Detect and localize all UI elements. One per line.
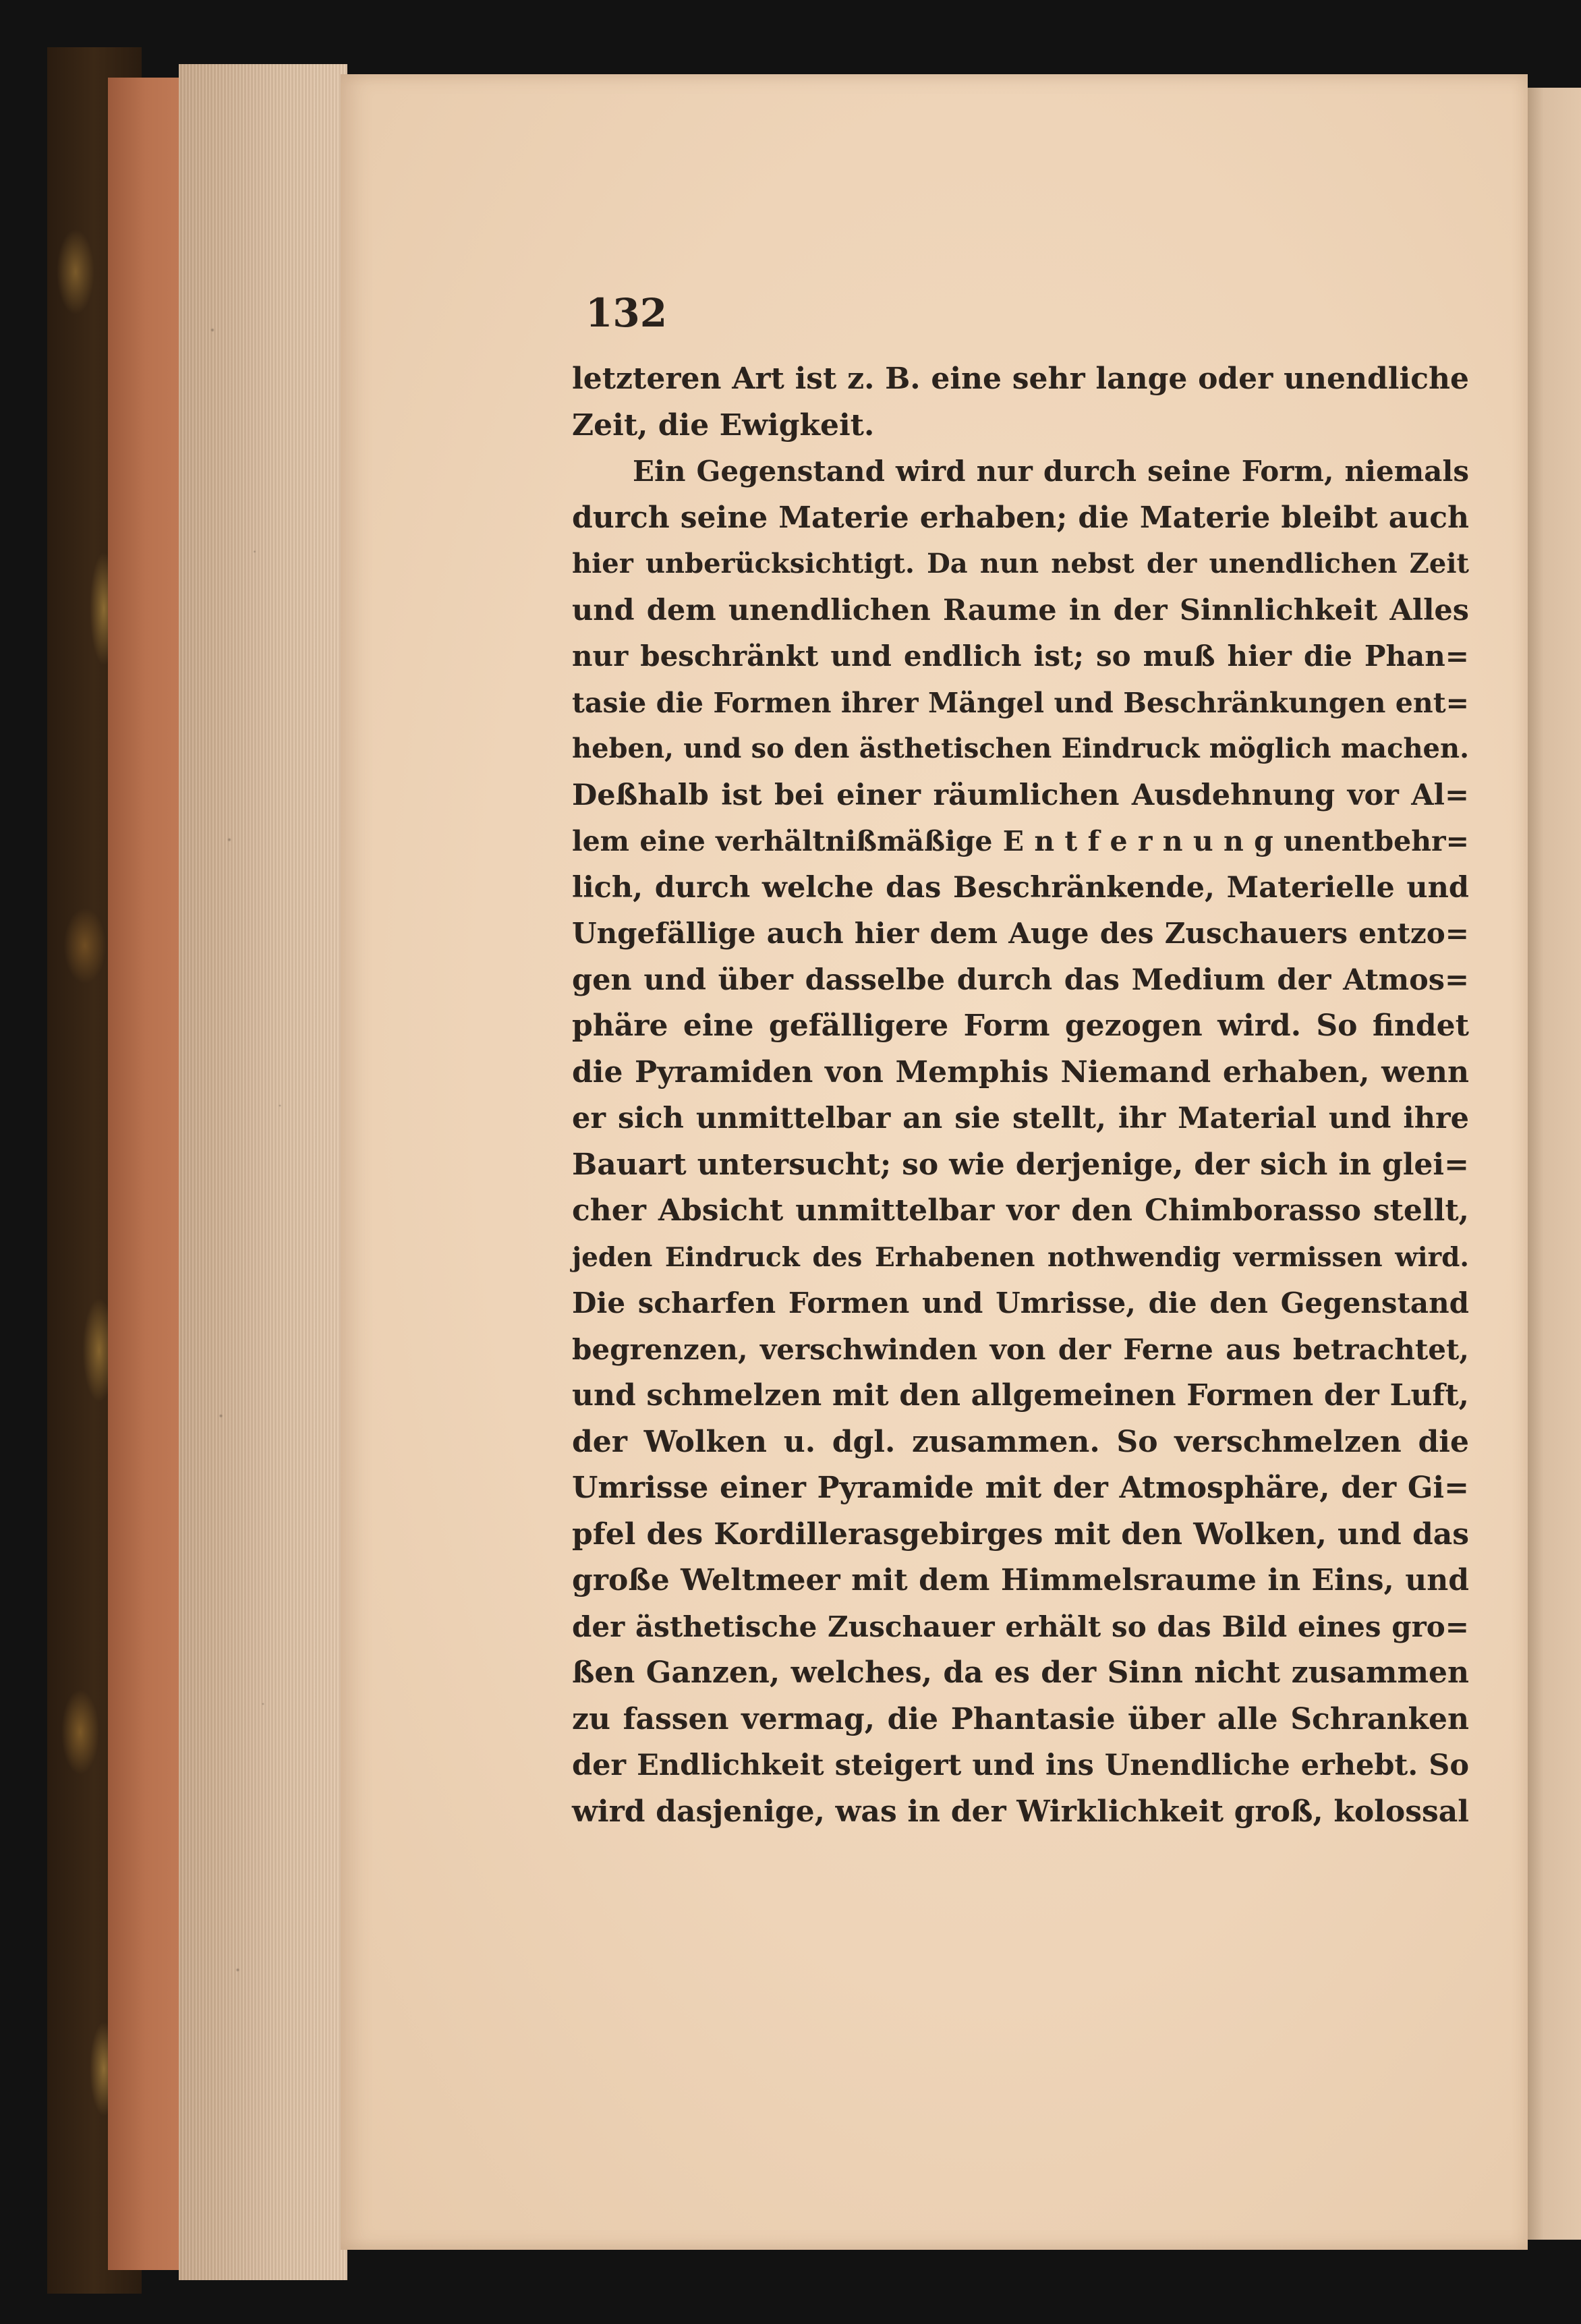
text-line: cher Absicht unmittelbar vor den Chimborasso stellt, bbox=[572, 1193, 1469, 1228]
text-line: begrenzen, verschwinden von der Ferne aus betrachtet, bbox=[572, 1332, 1469, 1366]
text-line: pfel des Kordillerasgebirges mit den Wolken, und das bbox=[572, 1517, 1469, 1552]
text-line: zu fassen vermag, die Phantasie über alle Schranken bbox=[572, 1701, 1469, 1736]
text-line: der Endlichkeit steigert und ins Unendliche erhebt. So bbox=[572, 1749, 1469, 1782]
text-line: der ästhetische Zuschauer erhält so das Bild eines gro= bbox=[572, 1610, 1469, 1643]
text-line: hier unberücksichtigt. Da nun nebst der unendlichen Zeit bbox=[572, 548, 1469, 579]
text-line: nur beschränkt und endlich ist; so muß hier die Phan= bbox=[572, 640, 1469, 673]
adjacent-page-edge bbox=[1528, 88, 1581, 2240]
text-line: tasie die Formen ihrer Mängel und Beschränkungen ent= bbox=[572, 686, 1469, 719]
text-line: Ein Gegenstand wird nur durch seine Form, niemals bbox=[633, 455, 1469, 488]
text-line: große Weltmeer mit dem Himmelsraume in Eins, und bbox=[572, 1563, 1469, 1597]
text-line: gen und über dasselbe durch das Medium der Atmos= bbox=[572, 963, 1469, 997]
text-line: die Pyramiden von Memphis Niemand erhaben, wenn bbox=[572, 1054, 1469, 1089]
text-line: Ungefällige auch hier dem Auge des Zuschauers entzo= bbox=[572, 917, 1469, 950]
text-line: lem eine verhältnißmäßige E n t f e r n u n g unentbehr= bbox=[572, 825, 1469, 857]
text-line: und schmelzen mit den allgemeinen Formen der Luft, bbox=[572, 1378, 1469, 1413]
text-line: Umrisse einer Pyramide mit der Atmosphäre, der Gi= bbox=[572, 1471, 1469, 1505]
text-line: Die scharfen Formen und Umrisse, die den Gegenstand bbox=[572, 1286, 1469, 1320]
text-line: er sich unmittelbar an sie stellt, ihr Material und ihre bbox=[572, 1102, 1469, 1135]
text-line: letzteren Art ist z. B. eine sehr lange oder unendliche bbox=[572, 362, 1469, 396]
text-line: heben, und so den ästhetischen Eindruck möglich machen. bbox=[572, 733, 1469, 764]
page-number: 132 bbox=[585, 290, 668, 336]
page-edges bbox=[179, 64, 347, 2280]
text-line: und dem unendlichen Raume in der Sinnlichkeit Alles bbox=[572, 593, 1469, 627]
body-text bbox=[572, 356, 1469, 1835]
text-line: Bauart untersucht; so wie derjenige, der sich in glei= bbox=[572, 1147, 1469, 1182]
text-line: der Wolken u. dgl. zusammen. So verschmelzen die bbox=[572, 1424, 1469, 1459]
text-line: phäre eine gefälligere Form gezogen wird. So findet bbox=[572, 1009, 1469, 1043]
text-line: lich, durch welche das Beschränkende, Materielle und bbox=[572, 870, 1469, 905]
text-line: Zeit, die Ewigkeit. bbox=[572, 407, 875, 443]
text-line: jeden Eindruck des Erhabenen nothwendig vermissen wird. bbox=[572, 1241, 1469, 1273]
text-line: ßen Ganzen, welches, da es der Sinn nicht zusammen bbox=[572, 1655, 1469, 1690]
book-page bbox=[341, 74, 1528, 2250]
text-line: durch seine Materie erhaben; die Materie bleibt auch bbox=[572, 500, 1469, 535]
text-line: wird dasjenige, was in der Wirklichkeit groß, kolossal bbox=[572, 1794, 1469, 1829]
text-line: Deßhalb ist bei einer räumlichen Ausdehnung vor Al= bbox=[572, 778, 1469, 812]
